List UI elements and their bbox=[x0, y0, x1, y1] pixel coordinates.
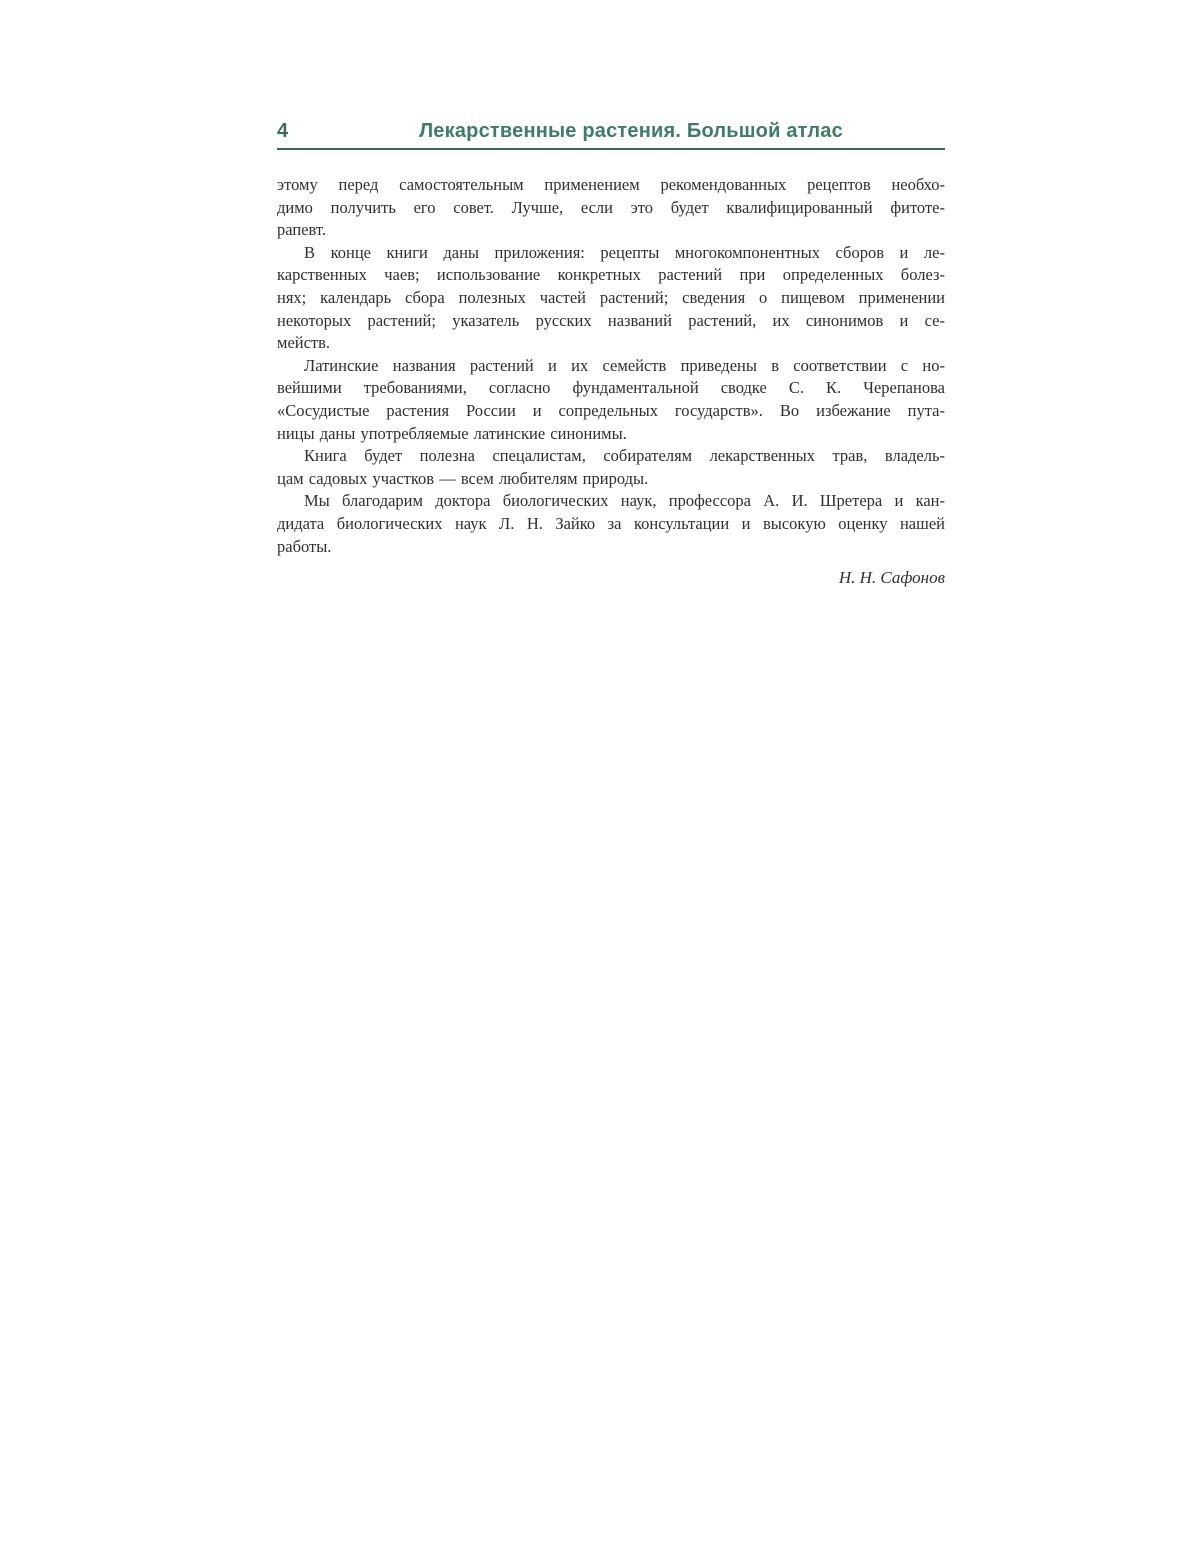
text-line: цам садовых участков — всем любителям природы. bbox=[277, 468, 649, 488]
paragraph bbox=[277, 445, 945, 490]
text-line: нях; календарь сбора полезных частей растений; сведения о пищевом применении bbox=[277, 287, 945, 307]
text-line: Книга будет полезна спецалистам, собирателям лекарственных трав, владель- bbox=[304, 446, 945, 466]
text-line: дидата биологических наук Л. Н. Зайко за консультации и высокую оценку нашей bbox=[277, 513, 945, 533]
text-line: «Сосудистые растения России и сопредельных государств». Во избежание пута- bbox=[277, 400, 945, 420]
text-line: работы. bbox=[277, 536, 332, 556]
text-line: ницы даны употребляемые латинские синонимы. bbox=[277, 423, 627, 443]
text-line: димо получить его совет. Лучше, если это будет квалифицированный фитоте- bbox=[277, 197, 945, 217]
text-line: мейств. bbox=[277, 333, 331, 353]
text-line: Мы благодарим доктора биологических наук, профессора А. И. Шретера и кан- bbox=[304, 491, 945, 511]
signature: Н. Н. Сафонов bbox=[838, 568, 945, 588]
text-line: В конце книги даны приложения: рецепты многокомпонентных сборов и ле- bbox=[304, 242, 945, 262]
paragraph bbox=[277, 490, 945, 558]
text-column bbox=[277, 120, 945, 590]
text-line: вейшими требованиями, согласно фундаментальной сводке С. К. Черепанова bbox=[277, 378, 945, 398]
body-text bbox=[277, 174, 945, 558]
paragraph bbox=[277, 355, 945, 445]
text-line: карственных чаев; использование конкретных растений при определенных болез- bbox=[277, 265, 945, 285]
page-title: Лекарственные растения. Большой атлас bbox=[419, 120, 843, 142]
header-rule bbox=[277, 148, 945, 150]
paragraph bbox=[277, 242, 945, 355]
text-line: некоторых растений; указатель русских названий растений, их синонимов и се- bbox=[277, 310, 945, 330]
text-line: Латинские названия растений и их семейств приведены в соответствии с но- bbox=[304, 355, 945, 375]
text-line: этому перед самостоятельным применением рекомендованных рецептов необхо- bbox=[277, 175, 945, 194]
paragraph bbox=[277, 174, 945, 242]
page-header bbox=[277, 120, 945, 146]
text-line: рапевт. bbox=[277, 220, 326, 240]
page-number: 4 bbox=[277, 120, 289, 142]
